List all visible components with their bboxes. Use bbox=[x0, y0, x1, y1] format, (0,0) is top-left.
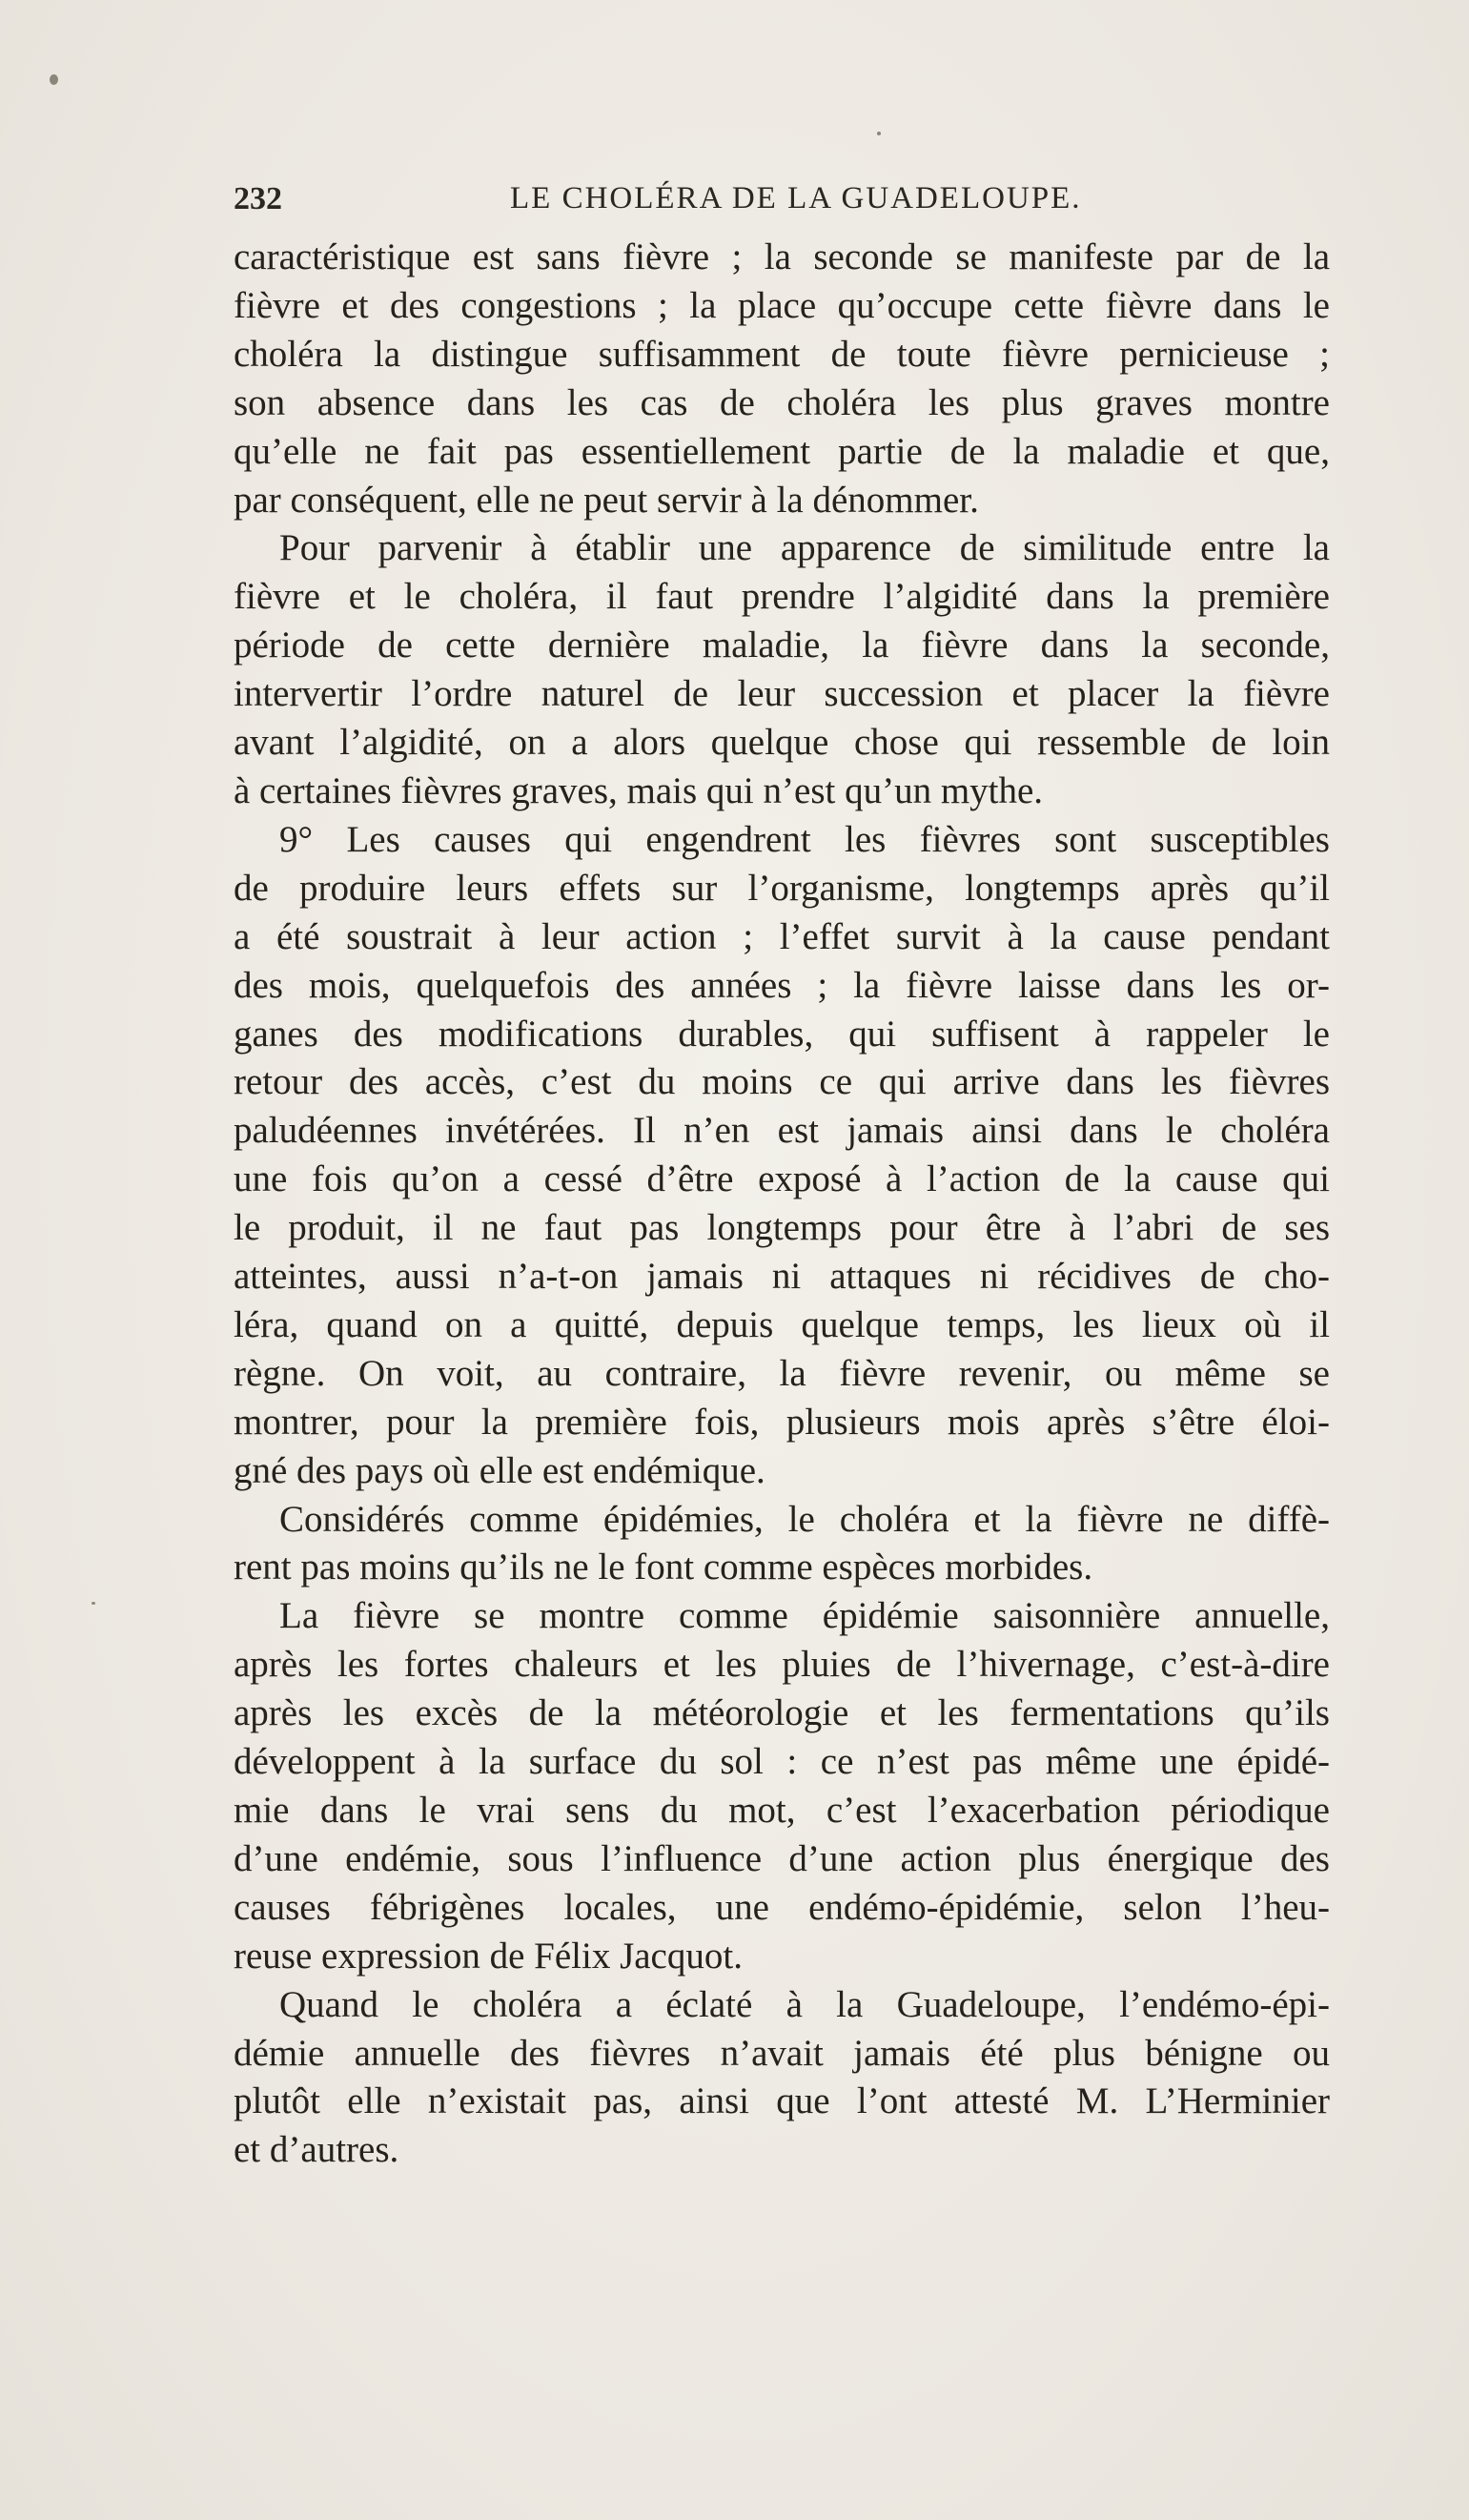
text-line: Considérés comme épidémies, le choléra et la fièvre ne diffè- bbox=[279, 1498, 1330, 1540]
text-line: plutôt elle n’existait pas, ainsi que l’ont attesté M. L’Herminier bbox=[234, 2080, 1330, 2122]
text-line: reuse expression de Félix Jacquot. bbox=[234, 1935, 743, 1977]
text-line: de produire leurs effets sur l’organisme, longtemps après qu’il bbox=[234, 867, 1330, 909]
text-line: Quand le choléra a éclaté à la Guadeloupe, l’endémo-épi- bbox=[279, 1983, 1330, 2025]
text-line: La fièvre se montre comme épidémie saisonnière annuelle, bbox=[279, 1595, 1330, 1637]
text-line: développent à la surface du sol : ce n’est pas même une épidé- bbox=[234, 1741, 1330, 1783]
text-line: gné des pays où elle est endémique. bbox=[234, 1449, 765, 1491]
paper-speck bbox=[92, 1602, 95, 1605]
text-line: d’une endémie, sous l’influence d’une action plus énergique des bbox=[234, 1837, 1330, 1879]
text-line: après les fortes chaleurs et les pluies de l’hivernage, c’est-à-dire bbox=[234, 1644, 1330, 1686]
text-line: après les excès de la météorologie et les fermentations qu’ils bbox=[234, 1692, 1330, 1734]
text-line: le produit, il ne faut pas longtemps pour être à l’abri de ses bbox=[234, 1207, 1330, 1249]
paragraph bbox=[234, 1981, 1330, 2176]
text-line: 9° Les causes qui engendrent les fièvres sont susceptibles bbox=[279, 818, 1330, 860]
paragraph bbox=[234, 1592, 1330, 1980]
text-line: une fois qu’on a cessé d’être exposé à l’action de la cause qui bbox=[234, 1158, 1330, 1200]
paper-speck bbox=[877, 132, 881, 135]
text-line: retour des accès, c’est du moins ce qui arrive dans les fièvres bbox=[234, 1061, 1330, 1103]
text-line: à certaines fièvres graves, mais qui n’est qu’un mythe. bbox=[234, 769, 1044, 811]
text-line: paludéennes invétérées. Il n’en est jamais ainsi dans le choléra bbox=[234, 1110, 1330, 1152]
text-line: mie dans le vrai sens du mot, c’est l’exacerbation périodique bbox=[234, 1790, 1330, 1831]
text-line: intervertir l’ordre naturel de leur succession et placer la fièvre bbox=[234, 673, 1330, 715]
text-line: fièvre et des congestions ; la place qu’occupe cette fièvre dans le bbox=[234, 284, 1330, 326]
text-line: qu’elle ne fait pas essentiellement partie de la maladie et que, bbox=[234, 430, 1330, 472]
running-header bbox=[234, 181, 1330, 229]
text-line: a été soustrait à leur action ; l’effet survit à la cause pendant bbox=[234, 915, 1330, 957]
paragraph bbox=[234, 524, 1330, 815]
text-line: Pour parvenir à établir une apparence de similitude entre la bbox=[279, 527, 1330, 569]
text-line: montrer, pour la première fois, plusieurs mois après s’être éloi- bbox=[234, 1401, 1330, 1443]
paragraph bbox=[234, 816, 1330, 1496]
text-line: avant l’algidité, on a alors quelque chose qui ressemble de loin bbox=[234, 722, 1330, 764]
text-line: des mois, quelquefois des années ; la fièvre laisse dans les or- bbox=[234, 964, 1330, 1006]
text-line: rent pas moins qu’ils ne le font comme espèces morbides. bbox=[234, 1547, 1093, 1588]
text-line: par conséquent, elle ne peut servir à la dénommer. bbox=[234, 479, 979, 521]
text-line: son absence dans les cas de choléra les plus graves montre bbox=[234, 381, 1330, 423]
text-line: démie annuelle des fièvres n’avait jamais été plus bénigne ou bbox=[234, 2032, 1330, 2074]
text-line: causes fébrigènes locales, une endémo-épidémie, selon l’heu- bbox=[234, 1886, 1330, 1928]
text-line: règne. On voit, au contraire, la fièvre revenir, ou même se bbox=[234, 1352, 1330, 1394]
paper-speck bbox=[50, 74, 58, 85]
text-line: ganes des modifications durables, qui suffisent à rappeler le bbox=[234, 1013, 1330, 1055]
running-title: LE CHOLÉRA DE LA GUADELOUPE. bbox=[510, 181, 1082, 215]
page-number: 232 bbox=[234, 181, 282, 216]
text-line: fièvre et le choléra, il faut prendre l’algidité dans la première bbox=[234, 576, 1330, 618]
paragraph bbox=[234, 1496, 1330, 1593]
text-line: période de cette dernière maladie, la fièvre dans la seconde, bbox=[234, 625, 1330, 666]
text-line: et d’autres. bbox=[234, 2129, 399, 2171]
body-text bbox=[234, 234, 1330, 2175]
text-line: caractéristique est sans fièvre ; la seconde se manifeste par de la bbox=[234, 236, 1330, 277]
text-line: choléra la distingue suffisamment de toute fièvre pernicieuse ; bbox=[234, 333, 1330, 375]
text-line: atteintes, aussi n’a-t-on jamais ni attaques ni récidives de cho- bbox=[234, 1256, 1330, 1298]
paragraph bbox=[234, 234, 1330, 524]
text-line: léra, quand on a quitté, depuis quelque temps, les lieux où il bbox=[234, 1303, 1330, 1345]
